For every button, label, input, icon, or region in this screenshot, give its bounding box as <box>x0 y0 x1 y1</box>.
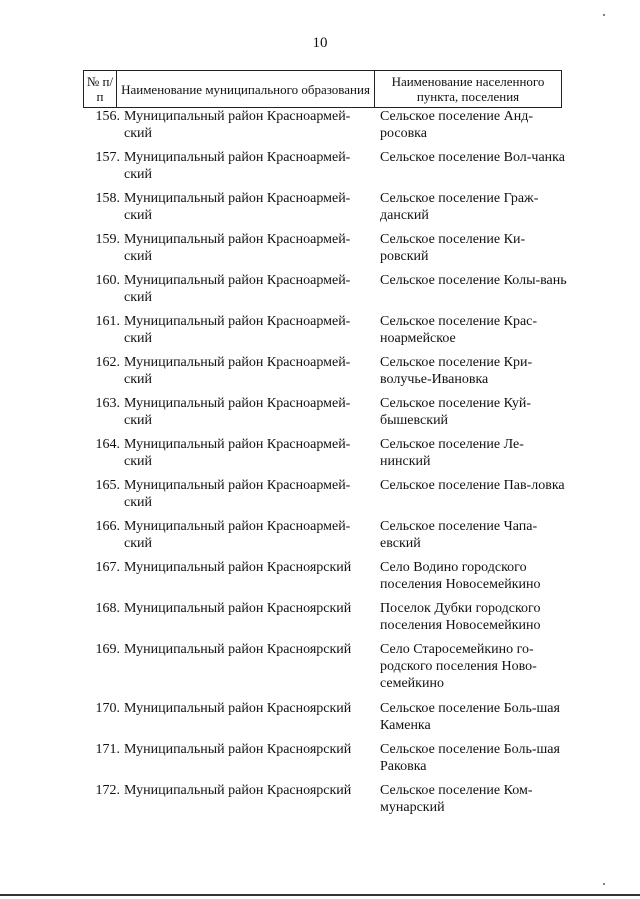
header-settlement: Наименование населенного пункта, поселения <box>391 74 545 104</box>
table-row <box>0 272 640 313</box>
municipality-name: Муниципальный район Красноярский <box>124 560 352 575</box>
table-row <box>0 231 640 272</box>
municipality-name: Муниципальный район Красноярский <box>124 601 352 616</box>
row-number: 168. <box>95 601 120 616</box>
table-row <box>0 700 640 741</box>
row-number: 158. <box>95 191 120 206</box>
table-row <box>0 190 640 231</box>
municipality-name: Муниципальный район Красноярский <box>124 701 352 716</box>
settlement-name: Сельское поселение Граж-данский <box>380 191 539 223</box>
row-number: 171. <box>95 742 120 757</box>
header-municipality: Наименование муниципального образования <box>117 71 375 107</box>
municipality-name: Муниципальный район Красноармей-ский <box>124 232 351 264</box>
table-row <box>0 149 640 190</box>
table-row <box>0 641 640 700</box>
table-row <box>0 741 640 782</box>
row-number: 162. <box>95 355 120 370</box>
table-row <box>0 782 640 823</box>
settlement-name: Сельское поселение Ком-мунарский <box>380 783 533 815</box>
table-row <box>0 600 640 641</box>
settlement-name: Сельское поселение Ле-нинский <box>380 437 524 469</box>
settlement-name: Село Водино городского поселения Новосемейкино <box>380 560 541 592</box>
table-row <box>0 559 640 600</box>
page-number: 10 <box>312 35 328 51</box>
row-number: 169. <box>95 642 120 657</box>
table-row <box>0 108 640 149</box>
municipality-name: Муниципальный район Красноярский <box>124 742 352 757</box>
municipality-name: Муниципальный район Красноармей-ский <box>124 191 351 223</box>
municipality-name: Муниципальный район Красноармей-ский <box>124 355 351 387</box>
settlement-name: Сельское поселение Боль-шая Каменка <box>380 701 560 733</box>
municipality-name: Муниципальный район Красноярский <box>124 783 352 798</box>
table-row <box>0 313 640 354</box>
scan-speck <box>603 14 605 16</box>
row-number: 156. <box>95 109 120 124</box>
row-number: 160. <box>95 273 120 288</box>
municipality-name: Муниципальный район Красноармей-ский <box>124 519 351 551</box>
table-row <box>0 477 640 518</box>
header-number: № п/п <box>84 71 117 107</box>
settlement-name: Сельское поселение Ки-ровский <box>380 232 526 264</box>
settlement-name: Село Старосемейкино го-родского поселения Ново-семейкино <box>380 642 537 691</box>
table-row <box>0 518 640 559</box>
settlement-name: Сельское поселение Кри-волучье-Ивановка <box>380 355 533 387</box>
table-row <box>0 354 640 395</box>
municipality-name: Муниципальный район Красноармей-ский <box>124 478 351 510</box>
table-row <box>0 395 640 436</box>
scan-speck <box>603 883 605 885</box>
scan-edge <box>0 894 640 896</box>
settlement-name: Сельское поселение Колы-вань <box>380 273 567 288</box>
municipality-name: Муниципальный район Красноармей-ский <box>124 437 351 469</box>
municipality-name: Муниципальный район Красноармей-ский <box>124 314 351 346</box>
municipality-name: Муниципальный район Красноармей-ский <box>124 109 351 141</box>
row-number: 164. <box>95 437 120 452</box>
settlement-name: Сельское поселение Пав-ловка <box>380 478 565 493</box>
settlement-name: Сельское поселение Куй-бышевский <box>380 396 532 428</box>
row-number: 165. <box>95 478 120 493</box>
row-number: 161. <box>95 314 120 329</box>
municipality-name: Муниципальный район Красноярский <box>124 642 352 657</box>
row-number: 159. <box>95 232 120 247</box>
row-number: 166. <box>95 519 120 534</box>
settlement-name: Сельское поселение Чапа-евский <box>380 519 538 551</box>
municipality-name: Муниципальный район Красноармей-ский <box>124 396 351 428</box>
settlement-name: Сельское поселение Анд-росовка <box>380 109 534 141</box>
row-number: 167. <box>95 560 120 575</box>
row-number: 170. <box>95 701 120 716</box>
row-number: 172. <box>95 783 120 798</box>
settlement-name: Поселок Дубки городского поселения Новосемейкино <box>380 601 541 633</box>
municipality-name: Муниципальный район Красноармей-ский <box>124 150 351 182</box>
settlement-name: Сельское поселение Крас-ноармейское <box>380 314 538 346</box>
row-number: 163. <box>95 396 120 411</box>
table-body <box>0 108 640 823</box>
row-number: 157. <box>95 150 120 165</box>
settlement-name: Сельское поселение Боль-шая Раковка <box>380 742 560 774</box>
table-row <box>0 436 640 477</box>
table-header <box>83 70 562 108</box>
settlement-name: Сельское поселение Вол-чанка <box>380 150 565 165</box>
municipality-name: Муниципальный район Красноармей-ский <box>124 273 351 305</box>
